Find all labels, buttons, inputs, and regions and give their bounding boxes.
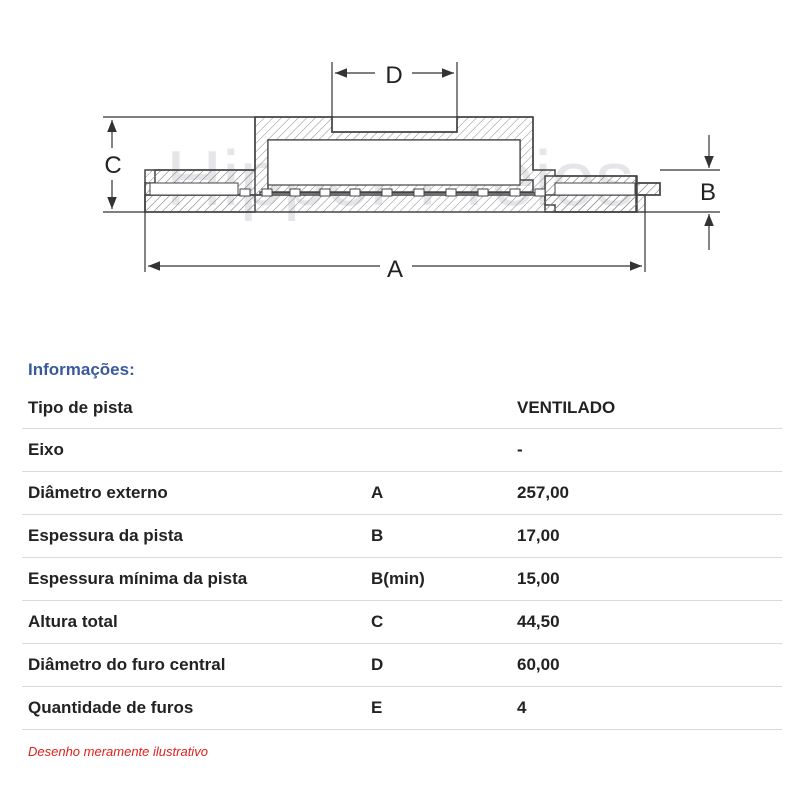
row-code: A bbox=[371, 483, 384, 502]
dimension-c-label: C bbox=[104, 152, 122, 179]
info-title: Informações: bbox=[28, 360, 135, 379]
row-code: B bbox=[371, 526, 384, 545]
row-label: Eixo bbox=[28, 440, 64, 459]
row-value: 257,00 bbox=[517, 483, 569, 502]
table-row bbox=[22, 687, 782, 730]
row-value: 4 bbox=[517, 698, 527, 717]
row-value: 44,50 bbox=[517, 612, 560, 631]
dimension-b-label: B bbox=[699, 179, 717, 206]
dimension-a-label: A bbox=[386, 256, 404, 283]
row-label: Tipo de pista bbox=[28, 398, 133, 417]
row-code: D bbox=[371, 655, 384, 674]
row-label: Diâmetro externo bbox=[28, 483, 168, 502]
disclaimer-note: Desenho meramente ilustrativo bbox=[28, 744, 208, 759]
row-value: VENTILADO bbox=[517, 398, 616, 417]
table-row bbox=[22, 429, 782, 472]
table-row bbox=[22, 472, 782, 515]
table-row bbox=[22, 601, 782, 644]
row-label: Espessura mínima da pista bbox=[28, 569, 248, 588]
row-label: Quantidade de furos bbox=[28, 698, 194, 717]
row-value: 17,00 bbox=[517, 526, 560, 545]
row-label: Diâmetro do furo central bbox=[28, 655, 226, 674]
info-section bbox=[22, 360, 782, 759]
row-code: B(min) bbox=[371, 569, 425, 588]
row-label: Espessura da pista bbox=[28, 526, 183, 545]
table-row bbox=[22, 644, 782, 687]
table-row bbox=[22, 558, 782, 601]
row-label: Altura total bbox=[28, 612, 118, 631]
row-value: - bbox=[517, 440, 523, 459]
row-code: E bbox=[371, 698, 383, 717]
brake-disc-section-drawing bbox=[0, 0, 800, 330]
table-row bbox=[22, 388, 782, 429]
row-value: 15,00 bbox=[517, 569, 560, 588]
info-table bbox=[22, 388, 782, 730]
dimension-d-label: D bbox=[385, 62, 403, 89]
row-code: C bbox=[371, 612, 384, 631]
row-value: 60,00 bbox=[517, 655, 560, 674]
table-row bbox=[22, 515, 782, 558]
